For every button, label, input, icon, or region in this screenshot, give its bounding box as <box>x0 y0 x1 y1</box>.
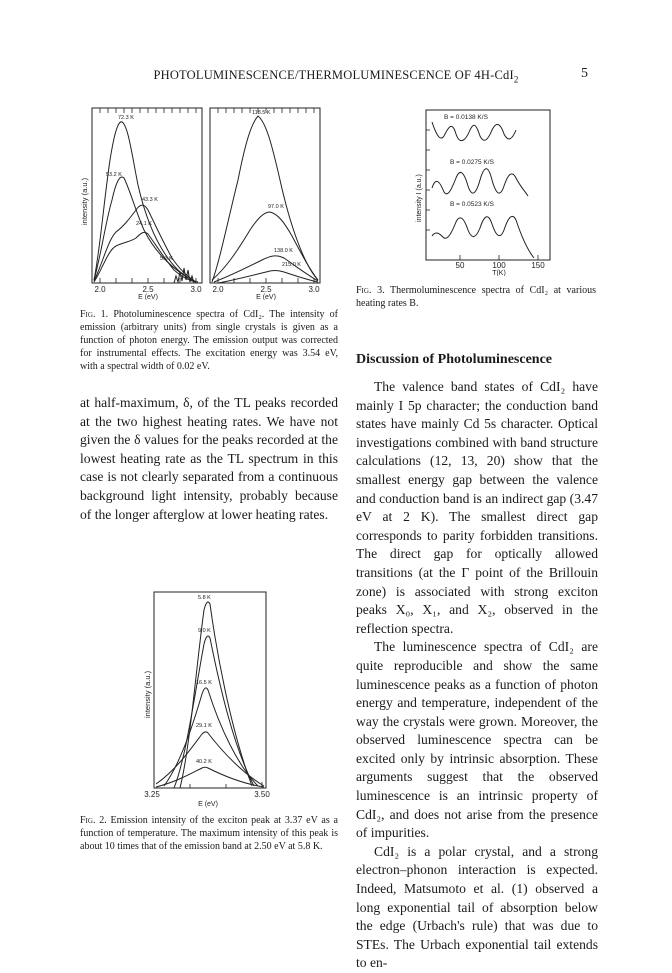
fig3-xtick-1: 100 <box>492 261 506 270</box>
fig3-curve-0-0523 <box>432 216 534 258</box>
figure-1 <box>78 100 340 300</box>
fig3-caption-text: Thermoluminescence spectra of CdI₂ at various heating rates B. <box>356 285 596 309</box>
fig1-label-138-0K: 138.0 K <box>274 248 293 254</box>
fig1-caption-label: Fig. 1. <box>80 309 109 320</box>
fig1-left-frame <box>92 108 202 283</box>
discussion-section <box>356 352 598 973</box>
fig1-left-xtick-1: 2.5 <box>142 285 154 294</box>
fig1-caption-text: Photoluminescence spectra of CdI₂. The intensity of emission (arbitrary units) from single crystals is given as a function of photon energy. The emission output was corrected for instrumental effects. The excitation energy was 3.54 eV, with a spectral width of 0.02 eV. <box>80 309 339 372</box>
figure-3 <box>410 100 560 276</box>
page-number: 5 <box>581 66 588 81</box>
fig1-y-label: intensity (a.u.) <box>80 177 89 225</box>
fig1-right-curves <box>212 116 318 283</box>
discussion-paragraph-1: The valence band states of CdI₂ have mainly I 5p character; the conduction band states have mainly Cd 5s character. Optical investigations combined with band structure calculations (12, 13, 20) show that the smallest energy gap between the valence and conduction band is an indirect gap (3.47 eV at 2 K). The smallest direct gap corresponds to parity forbidden transitions. The direct gap for optically allowed transitions (at the Γ point of the Brillouin zone) is associated with strong exciton peaks X₀, X₁, and X₂, observed in the reflection spectra. <box>356 379 598 636</box>
fig2-y-label: intensity (a.u.) <box>143 670 152 718</box>
fig2-label-5-8K: 5.8 K <box>198 595 211 601</box>
fig2-label-29-1K: 29.1 K <box>196 723 212 729</box>
fig3-y-label: intensity I (a.u.) <box>416 174 423 222</box>
fig3-ticks <box>426 130 538 260</box>
fig3-label-0-0138: B = 0.0138 K/S <box>444 114 488 121</box>
fig1-label-215-0K: 215.0 K <box>282 262 301 268</box>
fig1-curve-53-2K <box>94 177 188 280</box>
fig1-right-xtick-1: 2.5 <box>260 285 272 294</box>
fig3-x-label: T(K) <box>492 270 506 276</box>
fig2-caption <box>80 814 338 853</box>
fig1-label-118-5K: 118.5 K <box>252 110 271 116</box>
fig1-curve-215-0K <box>218 271 318 284</box>
section-heading: Discussion of Photoluminescence <box>356 352 552 367</box>
header-subscript: 2 <box>513 74 519 85</box>
fig1-label-24-1K: 24.1 K <box>136 221 152 227</box>
fig3-caption <box>356 284 596 310</box>
fig3-curve-0-0138 <box>432 122 516 141</box>
fig1-right-x-label: E (eV) <box>256 294 276 300</box>
fig1-left-xtick-2: 3.0 <box>190 285 202 294</box>
fig1-label-72-3K: 72.3 K <box>118 115 134 121</box>
fig2-label-16-5K: 16.5 K <box>196 680 212 686</box>
fig3-xtick-2: 150 <box>531 261 545 270</box>
left-column-paragraph: at half-maximum, δ, of the TL peaks recorded at the two highest heating rates. We have not given the δ values for the peaks recorded at the lowest heating rate as the TL spectrum in this case is not clearly separated from a continuous background light intensity, probably because of the longer afterglow at lower heating rates. <box>80 395 338 522</box>
fig1-label-97-0K: 97.0 K <box>268 204 284 210</box>
fig2-xtick-0: 3.25 <box>144 790 160 799</box>
fig1-right-xtick-0: 2.0 <box>212 285 224 294</box>
fig1-left-x-label: E (eV) <box>138 294 158 300</box>
fig3-label-0-0523: B = 0.0523 K/S <box>450 201 494 208</box>
fig3-xtick-0: 50 <box>455 261 465 270</box>
fig2-label-9-0K: 9.0 K <box>198 628 211 634</box>
fig1-curve-118-5K <box>212 116 318 282</box>
fig3-frame <box>426 110 550 260</box>
figure-2 <box>140 588 280 808</box>
fig3-curve-0-0275 <box>432 169 528 196</box>
fig2-xtick-1: 3.50 <box>254 790 270 799</box>
fig1-right-xtick-2: 3.0 <box>308 285 320 294</box>
fig2-curve-5-8K <box>180 602 252 788</box>
running-header <box>0 68 672 85</box>
fig1-caption <box>80 308 338 373</box>
fig1-label-43-3K: 43.3 K <box>142 197 158 203</box>
discussion-paragraph-3: CdI₂ is a polar crystal, and a strong electron–phonon interaction is expected. Indeed, Matsumoto et al. (1) observed a long exponential tail of absorption below the edge (Urbach's rule) that was due to STEs. The Urbach exponential tail extends to en- <box>356 843 598 971</box>
fig1-label-53-2K: 53.2 K <box>106 172 122 178</box>
header-text: PHOTOLUMINESCENCE/THERMOLUMINESCENCE OF 4H-CdI <box>153 68 514 82</box>
fig1-label-5-3K: 5.3 K <box>160 256 173 262</box>
discussion-paragraph-2: The luminescence spectra of CdI₂ are quite reproducible and show the same luminescence peaks as a function of photon energy and temperature, independent of the way the crystals were grown. Moreover, the observed luminescence spectra can be excited only by intrinsic absorption. These arguments suggest that the observed luminescence is an intrinsic property of CdI₂, and does not arise from the presence of impurities. <box>356 639 598 841</box>
fig2-label-40-2K: 40.2 K <box>196 759 212 765</box>
fig1-left-xtick-0: 2.0 <box>94 285 106 294</box>
fig3-curves <box>432 122 534 258</box>
fig2-x-label: E (eV) <box>198 801 218 808</box>
fig2-caption-text: Emission intensity of the exciton peak at 3.37 eV as a function of temperature. The maximum intensity of this peak is about 10 times that of the emission band at 2.50 eV at 5.8 K. <box>80 815 338 852</box>
fig2-caption-label: Fig. 2. <box>80 815 107 826</box>
fig3-caption-label: Fig. 3. <box>356 285 385 296</box>
fig1-curve-43-3K <box>94 205 196 282</box>
fig3-label-0-0275: B = 0.0275 K/S <box>450 159 494 166</box>
